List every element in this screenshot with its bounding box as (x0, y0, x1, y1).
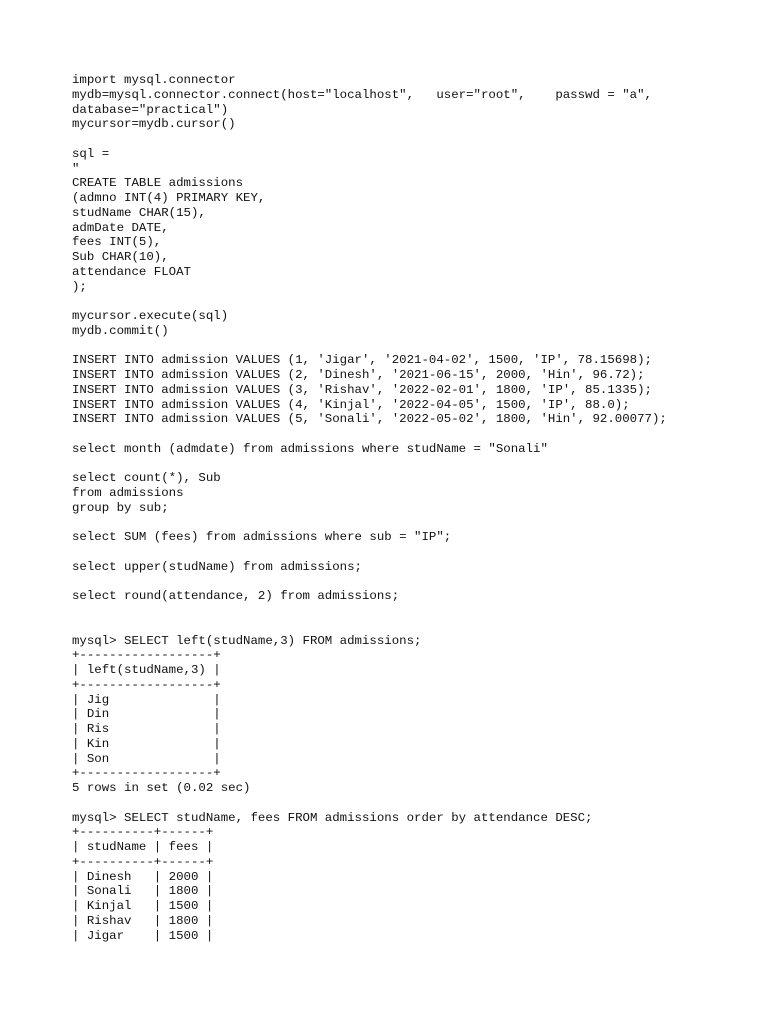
code-line: mysql> SELECT left(studName,3) FROM admissions; (72, 633, 422, 648)
code-line: | Ris | (72, 722, 221, 736)
code-line: from admissions (72, 486, 184, 500)
code-line: | Sonali | 1800 | (72, 884, 214, 899)
code-line: | studName | fees | (72, 840, 214, 854)
code-line: +------------------+ (72, 648, 221, 663)
code-line: | Jigar | 1500 | (72, 928, 214, 943)
blank-line (72, 294, 752, 309)
blank-line (72, 545, 752, 560)
code-line: select month (admdate) from admissions where studName = "Sonali" (72, 441, 548, 456)
code-line: import mysql.connector (72, 73, 236, 87)
code-line: mysql> SELECT studName, fees FROM admissions order by attendance DESC; (72, 810, 593, 825)
code-line: | Din | (72, 707, 221, 722)
code-line: admDate DATE, (72, 220, 169, 235)
code-line: 5 rows in set (0.02 sec) (72, 781, 251, 795)
code-line: Sub CHAR(10), (72, 250, 169, 264)
code-line: mydb=mysql.connector.connect(host="localhost", user="root", passwd = "a", (72, 87, 652, 102)
code-line: | Kin | (72, 736, 221, 751)
blank-line (72, 516, 752, 531)
code-line: | Kinjal | 1500 | (72, 899, 214, 913)
code-line: INSERT INTO admission VALUES (4, 'Kinjal', '2022-04-05', 1500, 'IP', 88.0); (72, 397, 630, 412)
code-line: mycursor=mydb.cursor() (72, 117, 236, 132)
code-line: | Rishav | 1800 | (72, 913, 214, 928)
code-line: sql = (72, 146, 110, 161)
blank-line (72, 604, 752, 619)
code-line: select count(*), Sub (72, 471, 221, 486)
code-line: ); (72, 279, 87, 294)
code-document (72, 73, 752, 943)
code-line: (admno INT(4) PRIMARY KEY, (72, 191, 266, 205)
code-line: INSERT INTO admission VALUES (3, 'Rishav', '2022-02-01', 1800, 'IP', 85.1335); (72, 382, 652, 397)
code-line: +----------+------+ (72, 854, 214, 869)
blank-line (72, 427, 752, 442)
code-line: CREATE TABLE admissions (72, 176, 244, 191)
code-line: INSERT INTO admission VALUES (1, 'Jigar', '2021-04-02', 1500, 'IP', 78.15698); (72, 353, 652, 368)
code-line: attendance FLOAT (72, 264, 191, 279)
blank-line (72, 796, 752, 811)
blank-line (72, 575, 752, 590)
code-line: | Son | (72, 751, 221, 766)
code-line: +------------------+ (72, 766, 221, 781)
code-line: group by sub; (72, 500, 169, 515)
code-line: " (72, 161, 80, 176)
code-line: select round(attendance, 2) from admissions; (72, 589, 400, 604)
blank-line (72, 339, 752, 354)
code-line: mycursor.execute(sql) (72, 309, 229, 323)
code-line: select upper(studName) from admissions; (72, 559, 362, 574)
code-line: database="practical") (72, 102, 229, 117)
code-line: +----------+------+ (72, 825, 214, 840)
blank-line (72, 457, 752, 472)
code-line: | Dinesh | 2000 | (72, 869, 214, 884)
blank-line (72, 132, 752, 147)
code-line: fees INT(5), (72, 235, 162, 250)
code-line: select SUM (fees) from admissions where sub = "IP"; (72, 530, 452, 545)
code-line: mydb.commit() (72, 323, 169, 338)
blank-line (72, 619, 752, 634)
code-line: INSERT INTO admission VALUES (2, 'Dinesh', '2021-06-15', 2000, 'Hin', 96.72); (72, 368, 645, 382)
code-line: INSERT INTO admission VALUES (5, 'Sonali', '2022-05-02', 1800, 'Hin', 92.00077); (72, 412, 667, 427)
code-line: studName CHAR(15), (72, 205, 206, 220)
code-line: | left(studName,3) | (72, 663, 221, 677)
code-line: +------------------+ (72, 677, 221, 692)
code-line: | Jig | (72, 692, 221, 707)
